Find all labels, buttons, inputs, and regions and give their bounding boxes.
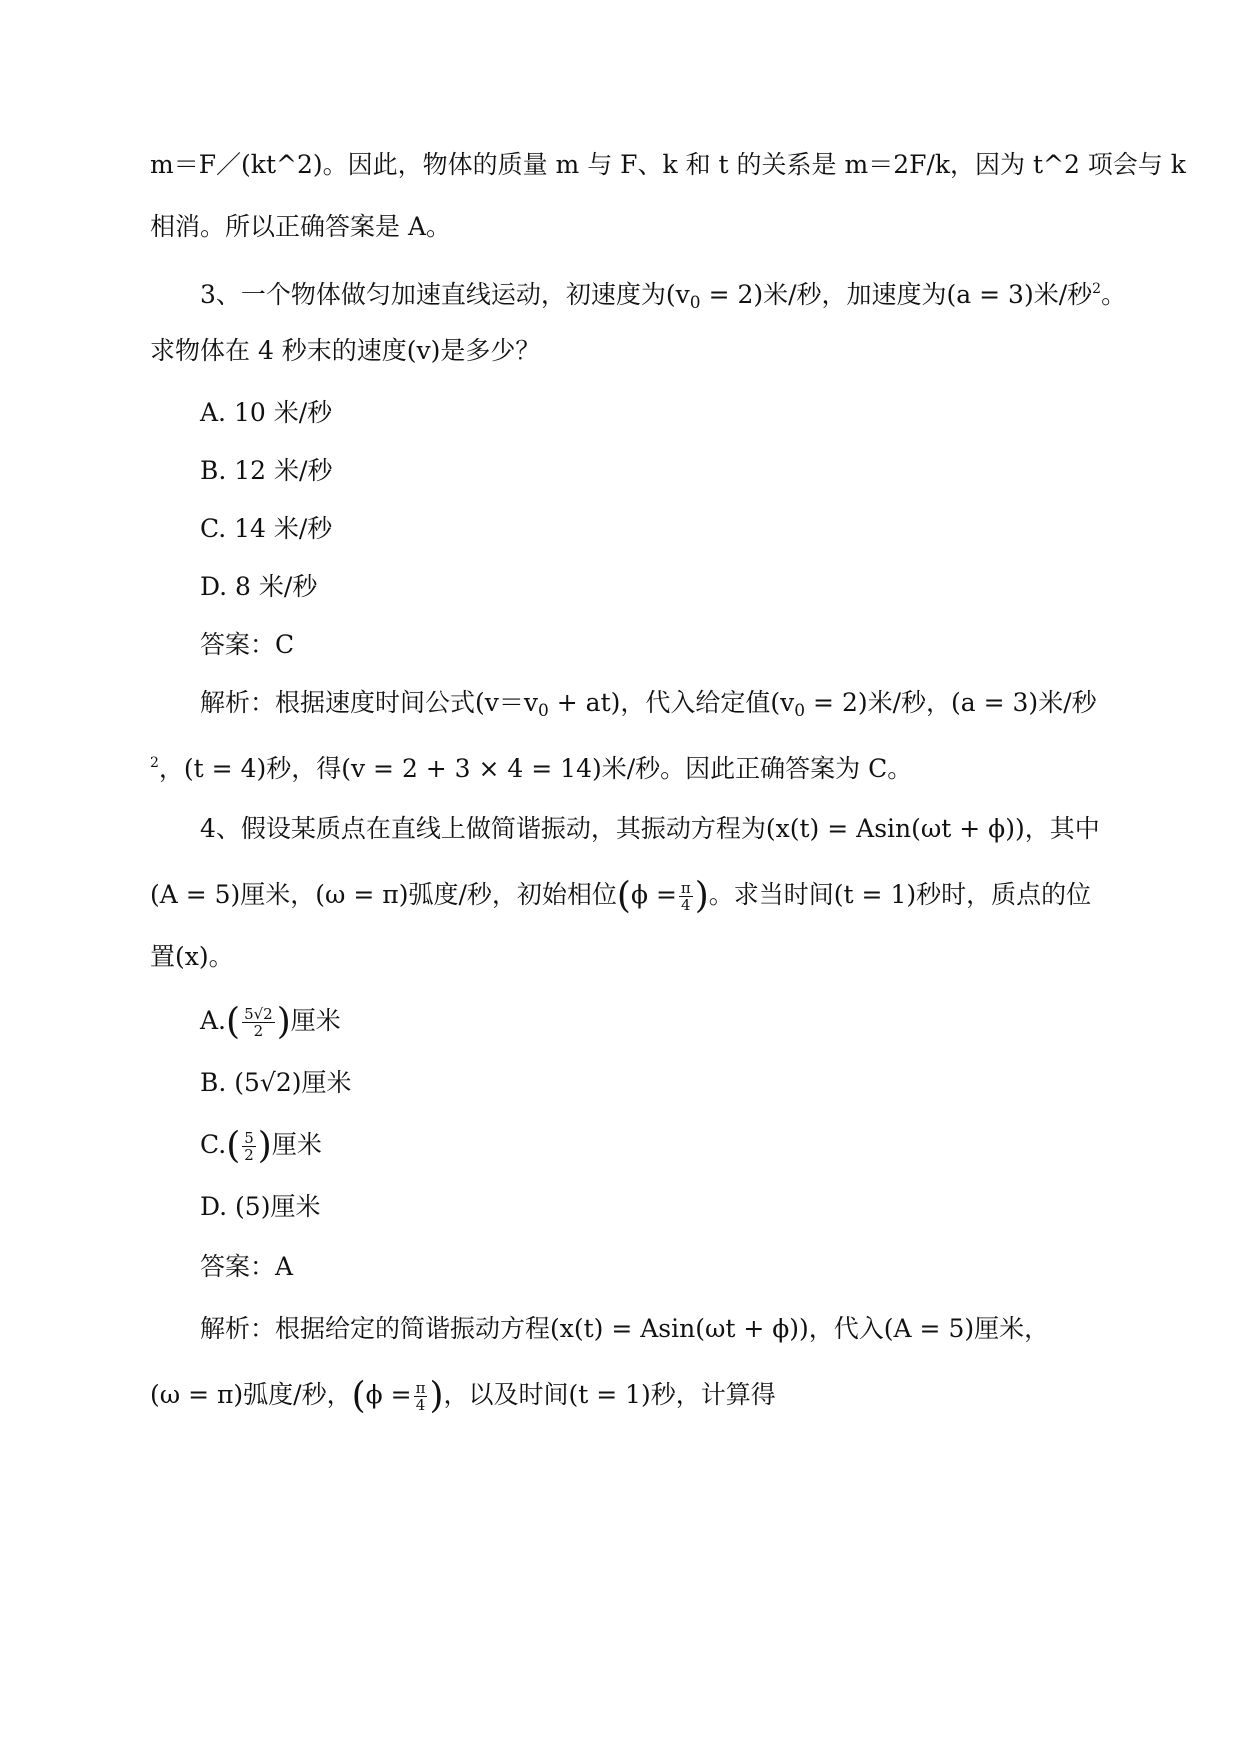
fraction-denominator: 2	[253, 1022, 264, 1040]
option-c-fraction	[242, 1130, 256, 1163]
q4-option-a-prefix: A.	[200, 1006, 227, 1035]
fraction-denominator: 4	[415, 1396, 426, 1414]
q3-stem	[200, 272, 1126, 320]
q4-exp-line2-b: ，以及时间(t = 1)秒，计算得	[443, 1380, 776, 1409]
q4-stem-line3: 置(x)。	[150, 942, 234, 971]
q3-explanation-line2	[150, 746, 912, 786]
q4-explanation: 解析：根据给定的简谐振动方程(x(t) = Asin(ωt + ϕ))，代入(A = 5)厘米，	[200, 1314, 1050, 1343]
q4-stem-line2-a: (A = 5)厘米，(ω = π)弧度/秒，初始相位	[150, 880, 617, 909]
q4-explanation-line2	[150, 1375, 776, 1417]
fraction-denominator: 4	[681, 896, 691, 914]
q3-exp-c: = 2)米/秒，(a = 3)米/秒	[805, 688, 1097, 717]
pi-over-4-fraction	[414, 1380, 428, 1413]
left-paren: (	[226, 1125, 241, 1167]
q3-exp-line2: ，(t = 4)秒，得(v = 2 + 3 × 4 = 14)米/秒。因此正确答案为 C。	[158, 754, 913, 783]
option-a-fraction	[242, 1006, 275, 1039]
q3-exp-sub: 0	[538, 701, 549, 721]
text-line-2: 相消。所以正确答案是 A。	[150, 212, 452, 241]
q3-stem-sup: 2	[1092, 281, 1102, 297]
q4-answer: 答案：A	[200, 1252, 294, 1281]
q4-stem: 4、假设某质点在直线上做简谐振动，其振动方程为(x(t) = Asin(ωt + ϕ))，其中	[200, 814, 1100, 843]
q3-stem-line2: 求物体在 4 秒末的速度(v)是多少？	[150, 336, 541, 365]
q3-option-c: C. 14 米/秒	[200, 514, 333, 543]
q4-stem-line2	[150, 875, 1092, 917]
q3-stem-a: 3、一个物体做匀加速直线运动，初速度为(v	[200, 280, 690, 309]
phi-equals: ϕ =	[365, 1380, 412, 1409]
fraction-numerator: 5	[244, 1129, 254, 1147]
right-paren: )	[257, 1125, 272, 1167]
q3-explanation	[200, 686, 1097, 728]
q4-option-a-unit: 厘米	[290, 1006, 341, 1035]
fraction-denominator: 2	[244, 1146, 254, 1164]
fraction-numerator: π	[415, 1379, 426, 1397]
q4-option-a	[200, 1001, 341, 1043]
q4-option-b: B. (5√2)厘米	[200, 1068, 352, 1097]
left-paren: (	[616, 875, 631, 917]
right-paren: )	[276, 1001, 291, 1043]
fraction-numerator: 5√2	[244, 1005, 273, 1023]
q3-answer: 答案：C	[200, 630, 295, 659]
fraction-numerator: π	[680, 879, 691, 897]
q4-option-c-prefix: C.	[200, 1130, 227, 1159]
text-line-1: m＝F／(kt^2)。因此，物体的质量 m 与 F、k 和 t 的关系是 m＝2F/k，因为 t^2 项会与 k	[150, 150, 1186, 179]
q4-option-c	[200, 1125, 322, 1167]
q4-option-d: D. (5)厘米	[200, 1192, 321, 1221]
q3-option-b: B. 12 米/秒	[200, 456, 333, 485]
phi-equals: ϕ =	[630, 880, 677, 909]
q3-exp-sub2: 0	[794, 701, 806, 721]
right-paren: )	[694, 875, 709, 917]
q3-exp-line2-sup: 2	[150, 755, 159, 771]
left-paren: (	[226, 1001, 241, 1043]
left-paren: (	[351, 1375, 366, 1417]
q3-exp-a: 解析：根据速度时间公式(v＝v	[200, 688, 539, 717]
q3-stem-sub: 0	[689, 293, 701, 313]
q3-exp-b: + at)，代入给定值(v	[548, 688, 795, 717]
q3-option-d: D. 8 米/秒	[200, 572, 318, 601]
q3-stem-b: = 2)米/秒，加速度为(a = 3)米/秒	[700, 280, 1093, 309]
pi-over-4-fraction	[679, 880, 693, 913]
q3-option-a: A. 10 米/秒	[200, 398, 333, 427]
q4-option-c-unit: 厘米	[271, 1130, 322, 1159]
q3-stem-c: 。	[1101, 280, 1127, 309]
right-paren: )	[429, 1375, 444, 1417]
q4-stem-line2-b: 。求当时间(t = 1)秒时，质点的位	[708, 880, 1092, 909]
q4-exp-line2-a: (ω = π)弧度/秒，	[150, 1380, 352, 1409]
